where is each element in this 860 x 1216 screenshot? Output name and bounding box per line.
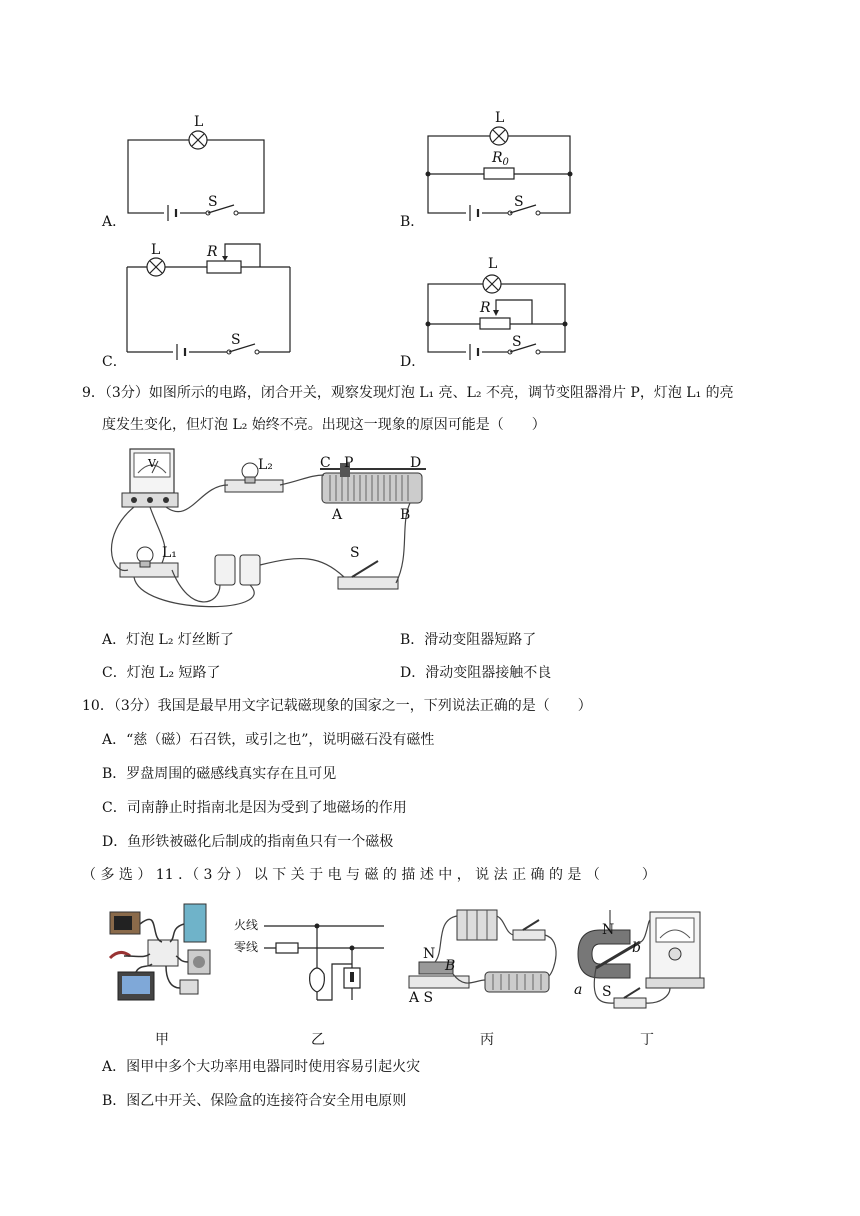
option-b-label: B． <box>400 214 425 230</box>
q11-stem: （ 多 选 ） 11 ．（ 3 分 ） 以 下 关 于 电 与 磁 的 描 述 中 ， 说 法 正 确 的 是 （ ） <box>82 867 656 883</box>
label-A-S: A S <box>409 990 434 1006</box>
q9-option-a: A．灯泡 L₂ 灯丝断了 <box>102 632 234 648</box>
option-d-label: D． <box>400 354 426 370</box>
label-D: D <box>410 455 422 471</box>
label-L: L <box>488 256 498 272</box>
q9-option-b: B．滑动变阻器短路了 <box>400 632 537 648</box>
live-wire-label: 火线 <box>234 918 259 932</box>
q11-option-b: B．图乙中开关、保险盒的连接符合安全用电原则 <box>102 1093 407 1109</box>
label-N: N <box>602 922 615 938</box>
label-S: S <box>602 984 612 1000</box>
q10-option-a: A．“慈（磁）石召铁，或引之也”，说明磁石没有磁性 <box>102 732 435 748</box>
label-R0-main: R <box>492 150 503 166</box>
q10-option-d: D．鱼形铁被磁化后制成的指南鱼只有一个磁极 <box>102 834 394 850</box>
label-A: A <box>332 507 343 523</box>
label-bing: 丙 <box>480 1032 494 1048</box>
voltmeter-v-label: V <box>148 457 156 470</box>
neutral-wire-label: 零线 <box>234 940 259 954</box>
q11-option-a: A．图甲中多个大功率用电器同时使用容易引起火灾 <box>102 1059 421 1075</box>
label-R0-sub: 0 <box>502 157 509 168</box>
q11-figure-ding <box>570 900 720 1025</box>
label-ding: 丁 <box>640 1032 654 1048</box>
q10-option-c: C．司南静止时指南北是因为受到了地磁场的作用 <box>102 800 407 816</box>
q9-option-d: D．滑动变阻器接触不良 <box>400 665 552 681</box>
label-S: S <box>208 194 218 210</box>
label-R: R <box>480 300 491 316</box>
label-L: L <box>194 114 204 130</box>
q11-figure-bing <box>395 900 570 1025</box>
label-yi: 乙 <box>311 1032 325 1048</box>
label-L: L <box>151 242 161 258</box>
q10-option-b: B．罗盘周围的磁感线真实存在且可见 <box>102 766 337 782</box>
label-S: S <box>231 332 241 348</box>
label-C: C <box>320 455 331 471</box>
q9-option-c: C．灯泡 L₂ 短路了 <box>102 665 221 681</box>
label-S: S <box>350 545 360 561</box>
circuit-d <box>410 252 590 372</box>
label-S: S <box>512 334 522 350</box>
circuit-c <box>115 242 305 362</box>
label-L2: L₂ <box>258 457 273 473</box>
label-b: b <box>632 940 641 956</box>
label-R0 <box>492 148 509 173</box>
q9-stem-line2: 度发生变化，但灯泡 L₂ 始终不亮。出现这一现象的原因可能是（ ） <box>102 417 546 433</box>
q11-figure-jia <box>100 898 230 1023</box>
label-P: P <box>344 455 354 471</box>
q9-figure <box>100 445 450 617</box>
q10-stem: 10．（3分）我国是最早用文字记载磁现象的国家之一，下列说法正确的是（ ） <box>82 698 592 714</box>
label-a: a <box>574 982 583 998</box>
option-c-label: C． <box>102 354 127 370</box>
label-S: S <box>514 194 524 210</box>
q11-figure-yi <box>232 912 392 1012</box>
label-B: B <box>400 507 411 523</box>
label-R: R <box>207 244 218 260</box>
label-L: L <box>495 110 505 126</box>
option-a-label: A． <box>102 214 127 230</box>
label-L1: L₁ <box>162 545 177 561</box>
label-jia: 甲 <box>155 1032 169 1048</box>
q9-stem-line1: 9．（3分）如图所示的电路，闭合开关，观察发现灯泡 L₁ 亮、L₂ 不亮，调节变阻器滑片 P，灯泡 L₁ 的亮 <box>82 385 734 401</box>
label-N: N <box>423 946 436 962</box>
label-B: B <box>445 958 456 974</box>
circuit-a <box>100 112 280 232</box>
circuit-b <box>410 108 590 228</box>
